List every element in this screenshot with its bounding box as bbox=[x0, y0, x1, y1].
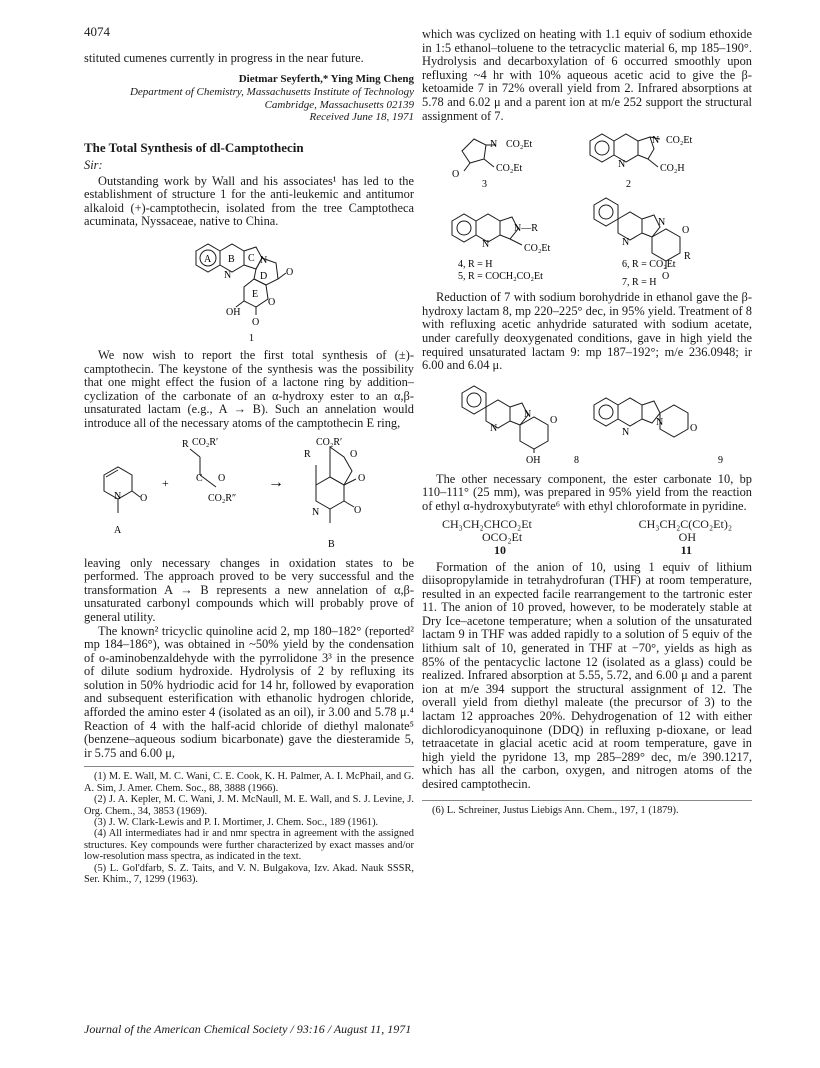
atom-n1: N bbox=[224, 269, 232, 281]
s3-co2et-2: CO₂Et bbox=[496, 163, 523, 175]
received-date: Received June 18, 1971 bbox=[309, 111, 414, 123]
affiliation-line-1: Department of Chemistry, Massachusetts Institute of Technology bbox=[129, 86, 414, 99]
structure-1-figure bbox=[84, 233, 414, 345]
reference-6: (6) L. Schreiner, Justus Liebigs Ann. Chem., 197, 1 (1879). bbox=[422, 800, 752, 816]
formula-11-substituent: OH bbox=[678, 529, 696, 544]
paragraph-cyclization: which was cyclized on heating with 1.1 equiv of sodium ethoxide in 1:5 ethanol–toluene to the tetracyclic material 6, mp 185–190°. Hydrolysis and decarboxylation of 6 occurred smoothly upon refluxing ~4 hr with 10% aqueous acetic acid to give the β-ketoamide 7 in 72% overall yield from 2. Infrared absorptions at 5.78 and 6.02 μ and a parent ion at m/e 252 support the structural assignment of 7. bbox=[422, 27, 752, 123]
scheme-a-to-b bbox=[84, 435, 414, 553]
ring-label-a: A bbox=[204, 253, 212, 265]
label-n-b: N bbox=[312, 506, 320, 518]
paragraph-ester-carbonate: The other necessary component, the ester carbonate 10, bp 110–111° (25 mm), was prepared in 95% yield from the reaction of ethyl α-hydroxybutyrate⁶ with ethyl chloroformate in pyridine. bbox=[422, 471, 752, 513]
ring-label-b: B bbox=[228, 253, 235, 265]
s9-atom-n1: N bbox=[622, 426, 630, 438]
label-r-b: R bbox=[304, 448, 311, 460]
label-structure-5: 5, R = COCH₂CO₂Et bbox=[458, 271, 543, 283]
label-o-b1: O bbox=[350, 448, 358, 460]
salutation: Sir: bbox=[84, 158, 103, 172]
label-structure-7: 7, R = H bbox=[622, 277, 657, 288]
page-number: 4074 bbox=[84, 24, 110, 39]
s45-co2et: CO₂Et bbox=[524, 243, 551, 255]
references-left bbox=[84, 766, 414, 885]
s3-atom-n: N bbox=[490, 139, 498, 151]
s67-atom-o2: O bbox=[662, 271, 670, 283]
s67-atom-o1: O bbox=[682, 225, 690, 237]
ring-label-d: D bbox=[260, 270, 268, 282]
s45-atom-nr: N—R bbox=[514, 223, 538, 235]
label-co2r-b: CO₂R′ bbox=[316, 436, 343, 448]
affiliation-line-2: Cambridge, Massachusetts 02139 bbox=[264, 98, 414, 111]
s67-atom-n1: N bbox=[622, 237, 630, 249]
s2-co2h: CO₂H bbox=[660, 163, 685, 175]
s8-atom-n1: N bbox=[490, 422, 498, 434]
label-o: O bbox=[218, 472, 226, 484]
ring-label-e: E bbox=[252, 288, 259, 300]
ring-label-c: C bbox=[248, 252, 255, 264]
formula-10: CH₃CH₂CHCO₂Et bbox=[442, 516, 532, 531]
atom-oh: OH bbox=[226, 306, 241, 318]
paragraph-strategy: We now wish to report the first total synthesis of (±)-camptothecin. The keystone of the synthesis was the possibility that one might effect the fusion of a lactone ring by addition–cyclization of the carbonate of an α-hydroxy ester to an α,β-unsaturated lactam (e.g., A → B). Such an annelation would introduce all of the necessary atoms of the camptothecin E ring, bbox=[84, 347, 414, 430]
s9-atom-n2: N bbox=[656, 416, 664, 428]
s8-atom-o: O bbox=[550, 414, 558, 426]
s2-co2et: CO₂Et bbox=[666, 135, 693, 147]
reference-2: (2) J. A. Kepler, M. C. Wani, J. M. McNaull, M. E. Wall, and S. J. Levine, J. Org. Chem., 34, 3853 (1969). bbox=[84, 794, 414, 817]
reference-5: (5) L. Gol'dfarb, S. Z. Taits, and V. N. Bulgakova, Izv. Akad. Nauk SSSR, Ser. Khim., 7, 1299 (1963). bbox=[84, 862, 414, 886]
left-column bbox=[84, 52, 414, 886]
structures-3-and-2 bbox=[422, 127, 752, 191]
structure-number-8: 8 bbox=[574, 454, 579, 466]
reference-3: (3) J. W. Clark-Lewis and P. I. Mortimer, J. Chem. Soc., 189 (1961). bbox=[94, 817, 379, 829]
right-column bbox=[422, 28, 752, 816]
atom-n2: N bbox=[260, 254, 268, 266]
formula-11: CH₃CH₂C(CO₂Et)₂ bbox=[638, 516, 732, 531]
structure-number-2: 2 bbox=[626, 179, 631, 191]
s8-atom-oh: OH bbox=[526, 454, 541, 466]
structure-number-11: 11 bbox=[680, 542, 692, 557]
label-r: R bbox=[182, 438, 189, 450]
paragraph-annelation: leaving only necessary changes in oxidation states to be performed. The approach proved to be very successful and the transformation A → B represents a new annelation of α,β-unsaturated carbonyl compounds which will probably prove of general utility. bbox=[84, 555, 414, 624]
label-c: C bbox=[196, 472, 203, 484]
s2-atom-n2: N bbox=[652, 135, 660, 147]
s45-atom-n1: N bbox=[482, 239, 490, 251]
paragraph-intro: Outstanding work by Wall and his associates¹ has led to the establishment of structure 1 for the anti-leukemic and antitumor alkaloid (+)-camptothecin, isolated from the tree Camptotheca acuminata, Nyssaceae, native to China. bbox=[84, 173, 414, 229]
label-structure-6: 6, R = CO₂Et bbox=[622, 259, 676, 271]
reaction-arrow: → bbox=[268, 473, 284, 491]
s2-atom-n1: N bbox=[618, 159, 626, 171]
label-n-a: N bbox=[114, 490, 122, 502]
label-compound-b: B bbox=[328, 538, 335, 550]
structure-number-1: 1 bbox=[249, 332, 254, 344]
continued-paragraph: stituted cumenes currently in progress in the near future. bbox=[84, 51, 364, 65]
reference-4: (4) All intermediates had ir and nmr spectra in agreement with the assigned structures. Key compounds were further characterized by exact masses and/or low-resolution mass spectra, as indicated in the text. bbox=[84, 828, 414, 863]
article-title: The Total Synthesis of dl-Camptothecin bbox=[84, 140, 304, 156]
formula-10-substituent: OCO₂Et bbox=[482, 529, 523, 544]
s67-atom-r: R bbox=[684, 251, 691, 263]
reference-1: (1) M. E. Wall, M. C. Wani, C. E. Cook, K. H. Palmer, A. I. McPhail, and G. A. Sim, J. Amer. Chem. Soc., 88, 3888 (1966). bbox=[84, 771, 414, 794]
label-o-a: O bbox=[140, 492, 148, 504]
paragraph-quinoline-acid: The known² tricyclic quinoline acid 2, mp 180–182° (reported² mp 184–186°), was obtained in ~50% yield by the condensation of o-aminobenzaldehyde with the pyrrolidone 3³ in the presence of dilute sodium hydroxide. Hydrolysis of 2 by refluxing its solution in 50% hydriodic acid for 14 hr, followed by evaporation and subsequent esterification with ethanolic hydrogen chloride, afforded the amino ester 4 (isolated as an oil), ir 3.00 and 5.78 μ.⁴ Reaction of 4 with the half-acid chloride of diethyl malonate⁵ (benzene–aqueous sodium bicarbonate) gave the diesteramide 5, ir 5.75 and 6.00 μ, bbox=[84, 623, 414, 760]
journal-footer: Journal of the American Chemical Society / 93:16 / August 11, 1971 bbox=[84, 1022, 412, 1036]
structures-8-and-9 bbox=[422, 377, 752, 469]
structures-10-and-11 bbox=[422, 518, 752, 557]
structure-number-10: 10 bbox=[494, 542, 506, 557]
structure-number-9: 9 bbox=[718, 454, 723, 466]
label-o-b3: O bbox=[354, 504, 362, 516]
s8-atom-n2: N bbox=[524, 408, 532, 420]
paragraph-anion-formation: Formation of the anion of 10, using 1 equiv of lithium diisopropylamide in tetrahydrofuran (THF) at room temperature, resulted in an expected facile rearrangement to the tartronic ester 11. The anion of 10 proved, however, to be moderately stable at Dry Ice–acetone temperature; when a solution of the unsaturated lactam 9 in THF was added rapidly to a solution of 5 equiv of the lithium salt of 10, generated in THF at −70°, yields as high as 85% of the pentacyclic lactone 12 (isolated as a glass) could be realized. Infrared absorption at 5.55, 5.72, and 6.00 μ and a parent ion at m/e 394 support the structural assignment of 12. The overall yield from diethyl maleate (the precursor of 3) to the lactam 12 approaches 20%. Dehydrogenation of 12 with either dichlorodicyanoquinone (DDQ) in refluxing p-dioxane, or lead tetraacetate in glacial acetic acid at room temperature, gave in high yield the pyridone 13, mp 285–289° dec, m/e 390.1217, which has all the carbon, oxygen, and nitrogen atoms of the desired camptothecin. bbox=[422, 559, 752, 791]
label-co2r-double: CO₂R″ bbox=[208, 492, 237, 504]
label-co2r: CO₂R′ bbox=[192, 436, 219, 448]
atom-o3: O bbox=[252, 316, 260, 328]
plus-sign: + bbox=[162, 475, 169, 490]
label-structure-4: 4, R = H bbox=[458, 259, 493, 271]
atom-o2: O bbox=[268, 296, 276, 308]
author-names: Dietmar Seyferth,* Ying Ming Cheng bbox=[238, 72, 414, 85]
label-compound-a: A bbox=[114, 524, 122, 536]
label-o-b2: O bbox=[358, 472, 366, 484]
structures-4-5-6-7 bbox=[422, 195, 752, 287]
s3-co2et-1: CO₂Et bbox=[506, 139, 533, 151]
atom-o1: O bbox=[286, 266, 294, 278]
structure-number-3: 3 bbox=[482, 179, 487, 191]
s3-atom-o: O bbox=[452, 169, 460, 181]
paragraph-reduction: Reduction of 7 with sodium borohydride in ethanol gave the β-hydroxy lactam 8, mp 220–225° dec, in 95% yield. Treatment of 8 with refluxing acetic anhydride saturated with sodium acetate, under carefully deoxygenated conditions, gave in high yield the required unsaturated lactam 9: mp 187–192°; m/e 236.0948; ir 6.00 and 6.04 μ. bbox=[422, 290, 752, 373]
s9-atom-o: O bbox=[690, 422, 698, 434]
s67-atom-n2: N bbox=[658, 217, 666, 229]
